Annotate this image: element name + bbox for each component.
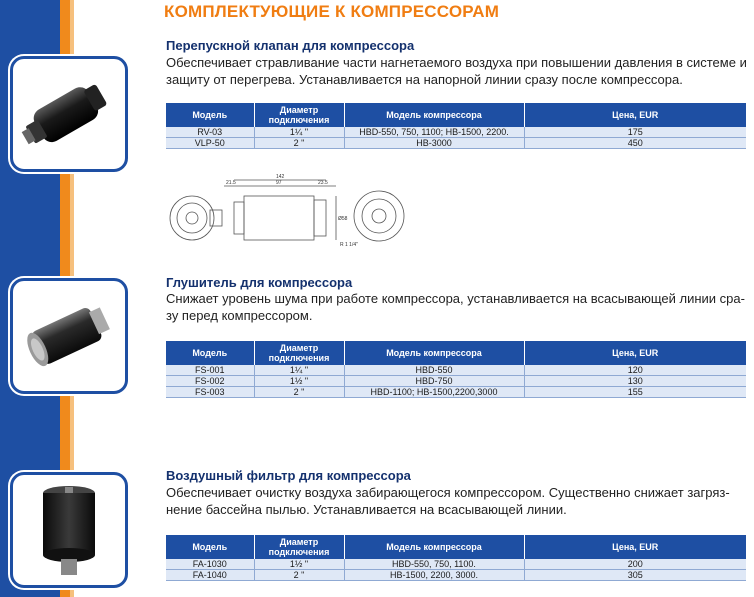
table-row [166,138,746,149]
cell-model: FA-1040 [166,570,254,581]
cell-price: 175 [524,127,746,138]
cell-compressor: HBD-550 [344,365,524,376]
dim-diameter: Ø58 [338,216,348,222]
dim-right: 23.5 [318,180,328,186]
silencer-table [166,341,746,398]
cell-price: 120 [524,365,746,376]
air-filter-description: Обеспечивает очистку воздуха забирающегося компрессором. Существенно снижает загряз- нение бассейна пылью. Устанавливается на всасывающей линии. [166,485,730,517]
page-heading: КОМПЛЕКТУЮЩИЕ К КОМПРЕССОРАМ [164,2,500,21]
cell-price: 155 [524,387,746,398]
column-header-price: Цена, EUR [524,535,746,559]
cell-compressor: HBD-750 [344,376,524,387]
column-header-model: Модель [166,535,254,559]
silencer-photo [10,278,128,394]
column-header-model: Модель [166,103,254,127]
bypass-valve-photo [10,56,128,172]
cell-compressor: HBD-550, 750, 1100. [344,559,524,570]
column-header-model: Модель [166,341,254,365]
dim-body: 97 [276,180,282,186]
cell-diameter: 1¼ " [254,127,344,138]
cell-price: 450 [524,138,746,149]
cell-compressor: HBD-550, 750, 1100; HB-1500, 2200. [344,127,524,138]
table-header-row [166,103,746,127]
cell-model: FS-002 [166,376,254,387]
cell-price: 130 [524,376,746,387]
silencer-description: Снижает уровень шума при работе компрессора, устанавливается на всасывающей линии сра- зу перед компрессором. [166,291,745,323]
air-filter-title: Воздушный фильтр для компрессора [166,468,411,483]
dim-overall: 142 [276,174,285,180]
cell-model: FA-1030 [166,559,254,570]
table-row [166,376,746,387]
column-header-diameter: Диаметр подключения [254,341,344,365]
table-row [166,559,746,570]
table-header-row [166,341,746,365]
cell-price: 305 [524,570,746,581]
cell-diameter: 1¼ " [254,365,344,376]
cell-diameter: 2 " [254,387,344,398]
bypass-valve-description: Обеспечивает стравливание части нагнетаемого воздуха при повышении давления в системе и защиту от перегрева. Устанавливается на напорной линии сразу после компрессора. [166,55,747,87]
cell-price: 200 [524,559,746,570]
cell-diameter: 1½ " [254,376,344,387]
column-header-price: Цена, EUR [524,103,746,127]
dim-left: 21.5 [226,180,236,186]
table-row [166,570,746,581]
column-header-compressor: Модель компрессора [344,341,524,365]
dim-thread: R 1 1/4" [340,242,358,248]
air-filter-table [166,535,746,581]
column-header-price: Цена, EUR [524,341,746,365]
cell-diameter: 1½ " [254,559,344,570]
bypass-valve-title: Перепускной клапан для компрессора [166,38,415,53]
air-filter-photo [10,472,128,588]
cell-model: RV-03 [166,127,254,138]
cell-model: VLP-50 [166,138,254,149]
table-row [166,387,746,398]
table-row [166,365,746,376]
cell-compressor: HB-1500, 2200, 3000. [344,570,524,581]
column-header-diameter: Диаметр подключения [254,535,344,559]
cell-diameter: 2 " [254,570,344,581]
column-header-compressor: Модель компрессора [344,103,524,127]
cell-diameter: 2 " [254,138,344,149]
valve-technical-drawing [164,172,414,252]
cell-model: FS-001 [166,365,254,376]
cell-model: FS-003 [166,387,254,398]
column-header-diameter: Диаметр подключения [254,103,344,127]
column-header-compressor: Модель компрессора [344,535,524,559]
bypass-valve-table [166,103,746,149]
cell-compressor: HBD-1100; HB-1500,2200,3000 [344,387,524,398]
cell-compressor: HB-3000 [344,138,524,149]
table-header-row [166,535,746,559]
silencer-title: Глушитель для компрессора [166,275,353,290]
table-row [166,127,746,138]
